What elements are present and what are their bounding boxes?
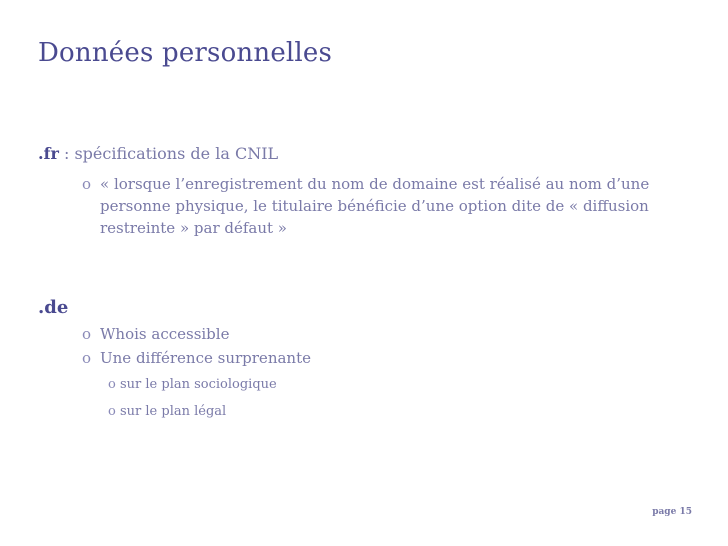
section-de-heading <box>38 297 698 319</box>
bullet-icon: o <box>108 377 116 392</box>
slide-title: Données personnelles <box>38 38 333 68</box>
list-item <box>38 323 698 345</box>
page-number: page 15 <box>652 507 692 517</box>
section-fr-label: .fr <box>38 144 59 163</box>
section-fr-heading <box>38 143 698 165</box>
list-item-text: Une différence surprenante <box>100 349 311 367</box>
section-de-label: .de <box>38 297 69 318</box>
bullet-icon: o <box>108 404 116 419</box>
sub-list-item <box>38 400 698 424</box>
sub-list-item-text: sur le plan légal <box>120 404 227 419</box>
bullet-icon: o <box>82 325 92 343</box>
list-item-text: « lorsque l’enregistrement du nom de domaine est réalisé au nom d’une personne physique, le titulaire bénéficie d’une option dite de « diffusion restreinte » par défaut » <box>100 175 650 237</box>
list-item <box>38 173 698 239</box>
section-fr <box>38 143 698 239</box>
bullet-icon: o <box>82 175 92 193</box>
sub-list-item-text: sur le plan sociologique <box>120 377 277 392</box>
list-item-text: Whois accessible <box>100 325 230 343</box>
section-de <box>38 297 698 424</box>
list-item <box>38 347 698 369</box>
sub-list-item <box>38 373 698 397</box>
bullet-icon: o <box>82 349 92 367</box>
section-fr-description: : spécifications de la CNIL <box>58 144 279 163</box>
